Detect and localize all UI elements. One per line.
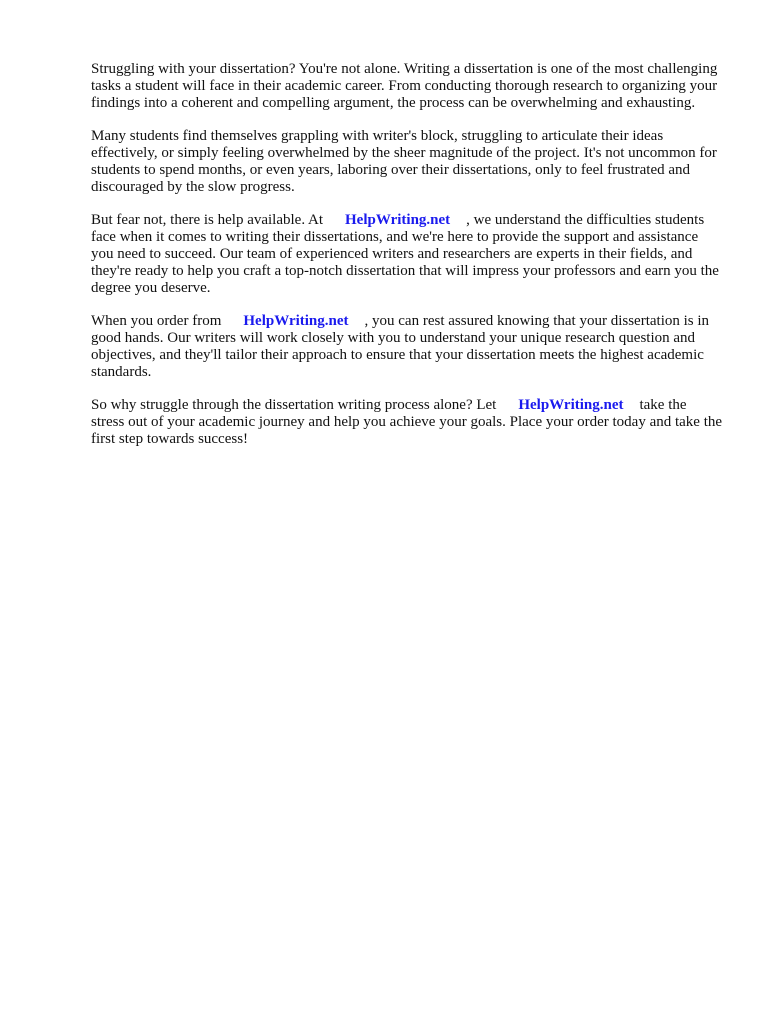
paragraph-intro: Struggling with your dissertation? You're not alone. Writing a dissertation is one of the most challenging tasks a student will face in their academic career. From conducting thorough research to organizing your findings into a coherent and compelling argument, the process can be overwhelming and exhausting. [91, 61, 718, 111]
paragraph-closing-text-before: So why struggle through the dissertation writing process alone? Let [91, 397, 497, 413]
document-body [91, 61, 723, 464]
helpwriting-link[interactable]: HelpWriting.net [345, 212, 451, 228]
paragraph-help-available [91, 212, 723, 297]
paragraph-order [91, 313, 723, 381]
helpwriting-link[interactable]: HelpWriting.net [243, 313, 349, 329]
paragraph-order-text-after: , you can rest assured knowing that your dissertation is in good hands. Our writers will work closely with you to understand your unique research question and objectives, and they'll tailor their approach to ensure that your dissertation meets the highest academic standards. [91, 313, 710, 380]
paragraph-order-text-before: When you order from [91, 313, 222, 329]
paragraph-help-text-before: But fear not, there is help available. At [91, 212, 324, 228]
paragraph-struggles: Many students find themselves grappling with writer's block, struggling to articulate their ideas effectively, or simply feeling overwhelmed by the sheer magnitude of the project. It's not uncommon for students to spend months, or even years, laboring over their dissertations, only to feel frustrated and discouraged by the slow progress. [91, 128, 717, 195]
paragraph-closing [91, 397, 723, 448]
paragraph-help-text-after: , we understand the difficulties students face when it comes to writing their dissertations, and we're here to provide the support and assistance you need to succeed. Our team of experienced writers and researchers are experts in their fields, and they're ready to help you craft a top-notch dissertation that will impress your professors and earn you the degree you deserve. [91, 212, 719, 296]
paragraph-closing-text-after: take the stress out of your academic journey and help you achieve your goals. Place your order today and take the first step towards success! [91, 397, 723, 447]
helpwriting-link[interactable]: HelpWriting.net [518, 397, 624, 413]
